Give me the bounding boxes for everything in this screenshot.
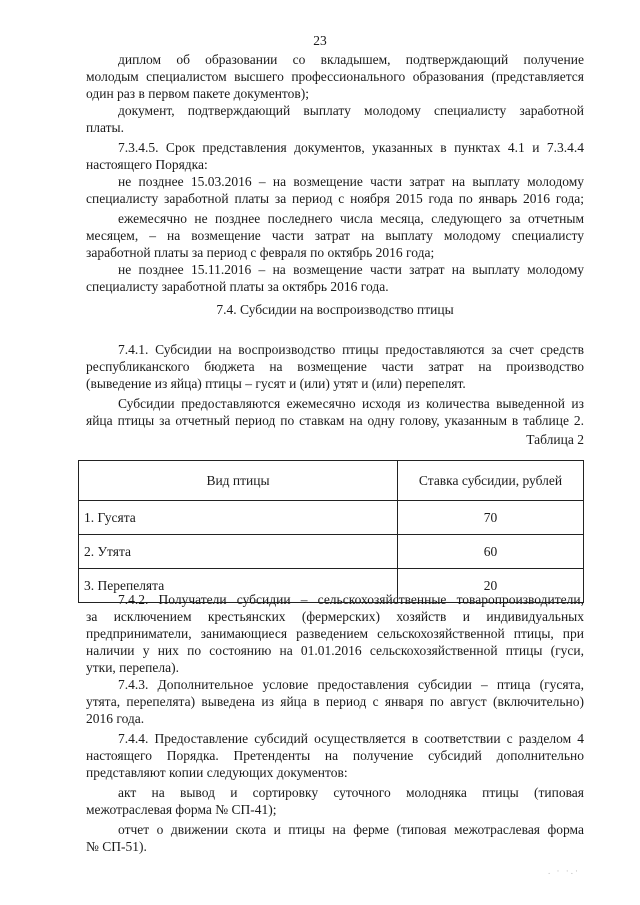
subsidy-rate-cell: 20 bbox=[398, 569, 584, 603]
table-row bbox=[79, 501, 584, 535]
text-line: 2016 года. bbox=[86, 711, 145, 726]
text-line: документ, подтверждающий выплату молодому специалисту заработной bbox=[118, 103, 584, 118]
text-line: за исключением крестьянских (фермерских) хозяйств и индивидуальных bbox=[86, 609, 584, 624]
text-line: специалисту заработной платы за октябрь 2016 года. bbox=[86, 279, 389, 294]
column-header-bird-type: Вид птицы bbox=[79, 461, 398, 501]
text-line: 7.4.4. Предоставление субсидий осуществляется в соответствии с разделом 4 bbox=[118, 731, 584, 746]
subsidy-table bbox=[78, 460, 584, 603]
text-line: № СП-51). bbox=[86, 839, 147, 854]
text-line: ежемесячно не позднее последнего числа месяца, следующего за отчетным bbox=[118, 211, 584, 226]
table-caption: Таблица 2 bbox=[526, 432, 584, 447]
text-line: предприниматели, занимающиеся разведением сельскохозяйственной птицы, при bbox=[86, 626, 584, 641]
scan-specks: . · ·.· bbox=[548, 866, 580, 876]
subsidy-rate-cell: 60 bbox=[398, 535, 584, 569]
text-line: представляют копии следующих документов: bbox=[86, 765, 348, 780]
text-line: диплом об образовании со вкладышем, подтверждающий получение bbox=[118, 52, 584, 67]
text-line: яйца птицы за отчетный период по ставкам на одну голову, указанным в таблице 2. bbox=[86, 413, 584, 428]
text-line: не позднее 15.03.2016 – на возмещение части затрат на выплату молодому bbox=[118, 174, 584, 189]
text-line: заработной платы за период с февраля по октябрь 2016 года; bbox=[86, 245, 435, 260]
text-line: утки, перепела). bbox=[86, 660, 179, 675]
column-header-subsidy-rate: Ставка субсидии, рублей bbox=[398, 461, 584, 501]
text-line: 7.4.1. Субсидии на воспроизводство птицы предоставляются за счет средств bbox=[118, 342, 584, 357]
subsidy-rate-cell: 70 bbox=[398, 501, 584, 535]
text-line: межотраслевая форма № СП-41); bbox=[86, 802, 277, 817]
text-line: республиканского бюджета на возмещение части затрат на производство bbox=[86, 359, 584, 374]
text-line: 7.4.3. Дополнительное условие предоставления субсидии – птица (гусята, bbox=[118, 677, 584, 692]
bird-type-cell: 1. Гусята bbox=[79, 501, 398, 535]
text-line: отчет о движении скота и птицы на ферме (типовая межотраслевая форма bbox=[118, 822, 584, 837]
section-heading: 7.4. Субсидии на воспроизводство птицы bbox=[216, 302, 454, 317]
table-row bbox=[79, 535, 584, 569]
page-number: 23 bbox=[313, 33, 327, 48]
bird-type-cell: 2. Утята bbox=[79, 535, 398, 569]
text-line: не позднее 15.11.2016 – на возмещение части затрат на выплату молодому bbox=[118, 262, 584, 277]
text-line: молодым специалистом высшего профессионального образования (представляется bbox=[86, 69, 584, 84]
text-line: (выведение из яйца) птицы – гусят и (или) утят и (или) перепелят. bbox=[86, 376, 466, 391]
text-line: 7.4.2. Получатели субсидии – сельскохозяйственные товаропроизводители, bbox=[118, 592, 584, 607]
text-line: акт на вывод и сортировку суточного молодняка птицы (типовая bbox=[118, 785, 584, 800]
text-line: настоящего Порядка. Претенденты на получение субсидий дополнительно bbox=[86, 748, 584, 763]
bird-type-cell: 3. Перепелята bbox=[79, 569, 398, 603]
text-line: специалисту заработной платы за период с ноября 2015 года по январь 2016 года; bbox=[86, 191, 584, 206]
text-line: утята, перепелята) выведена из яйца в период с января по август (включительно) bbox=[86, 694, 584, 709]
text-line: наличии у них по состоянию на 01.01.2016 сельскохозяйственной птицы (гуси, bbox=[86, 643, 584, 658]
text-line: платы. bbox=[86, 120, 124, 135]
text-line: один раз в первом пакете документов); bbox=[86, 86, 310, 101]
text-line: 7.3.4.5. Срок представления документов, указанных в пунктах 4.1 и 7.3.4.4 bbox=[118, 140, 584, 155]
text-line: месяцем, – на возмещение части затрат на выплату молодому специалисту bbox=[86, 228, 584, 243]
table-header-row bbox=[79, 461, 584, 501]
text-line: настоящего Порядка: bbox=[86, 157, 208, 172]
text-line: Субсидии предоставляются ежемесячно исходя из количества выведенной из bbox=[118, 396, 584, 411]
